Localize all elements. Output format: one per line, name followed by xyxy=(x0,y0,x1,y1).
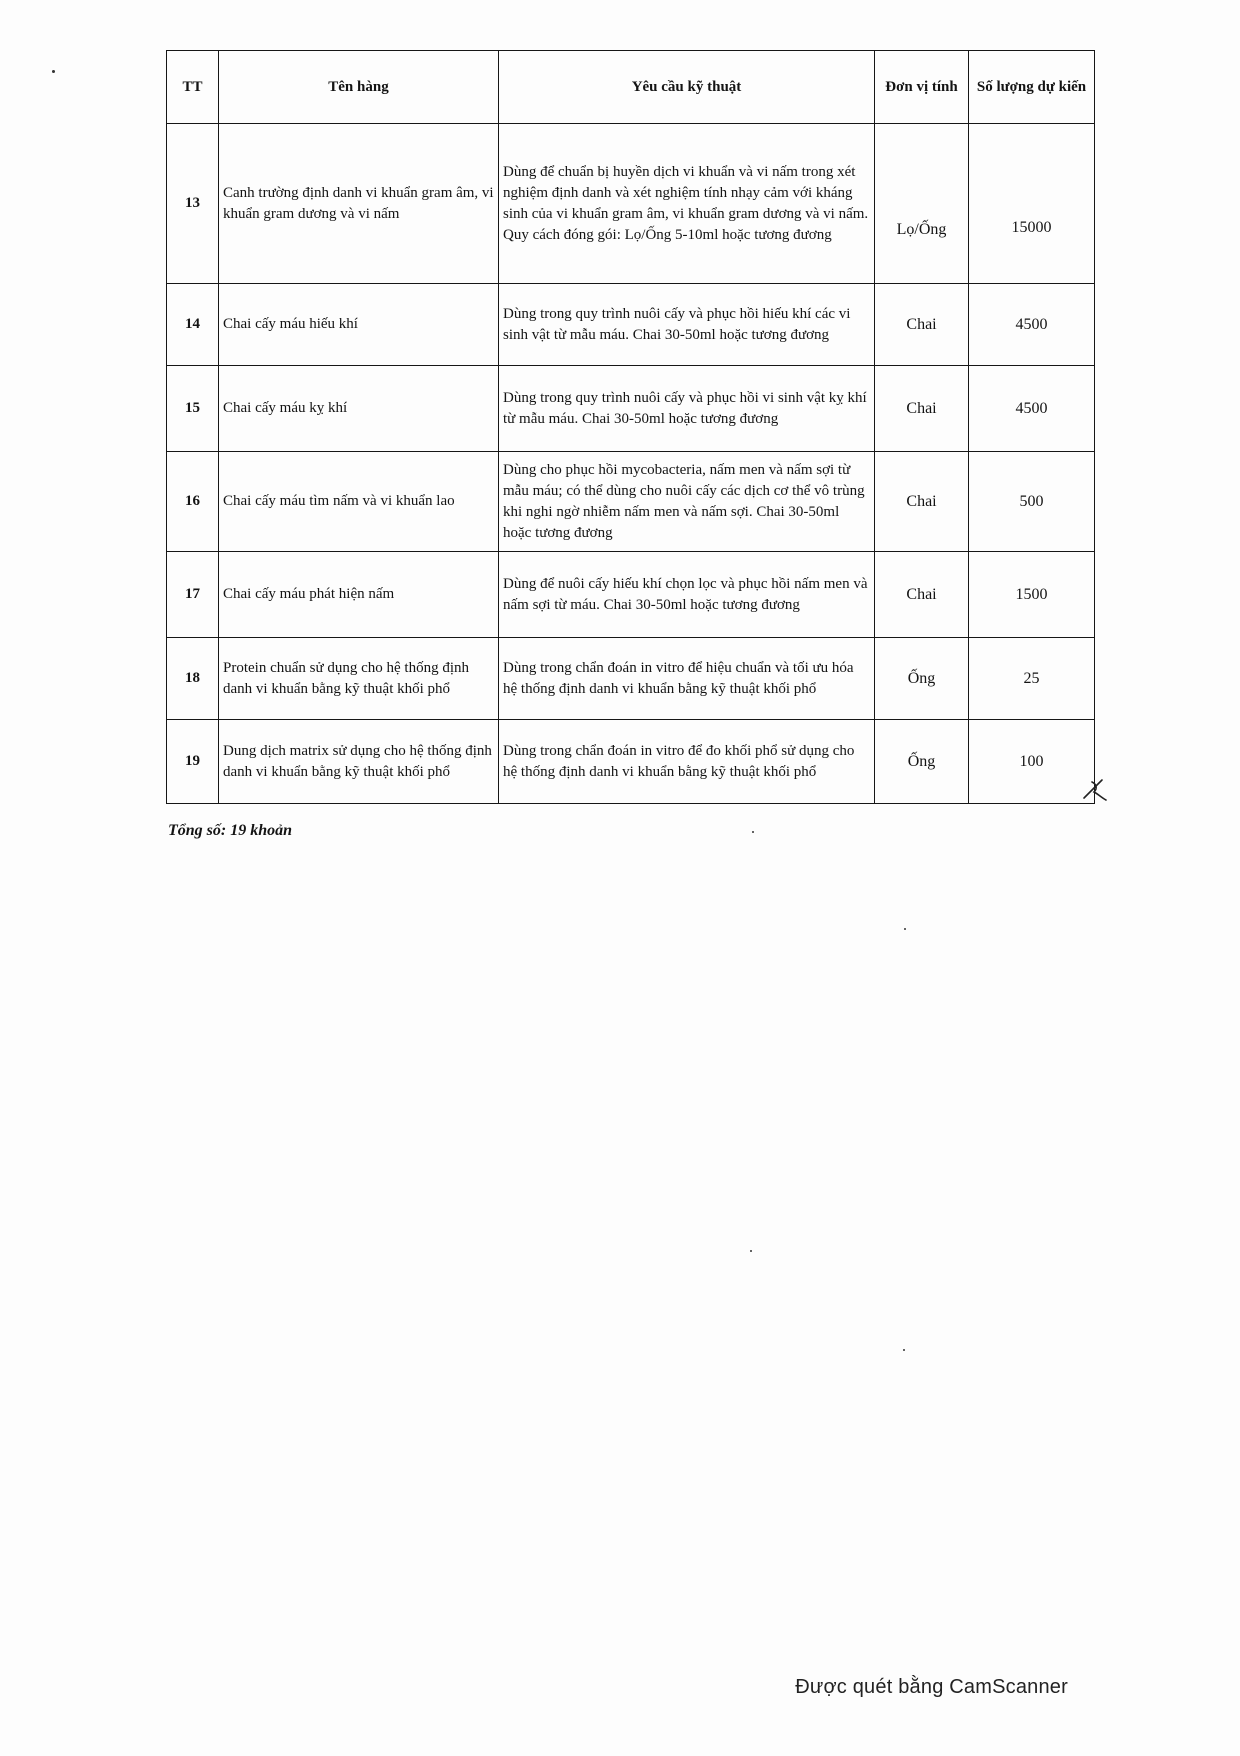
row-requirement: Dùng trong chẩn đoán in vitro để hiệu chuẩn và tối ưu hóa hệ thống định danh vi khuẩn bằng kỹ thuật khối phổ xyxy=(499,638,875,720)
header-name: Tên hàng xyxy=(219,51,499,124)
header-requirement: Yêu cầu kỹ thuật xyxy=(499,51,875,124)
row-quantity: 4500 xyxy=(969,366,1095,452)
row-name: Chai cấy máu tìm nấm và vi khuẩn lao xyxy=(219,452,499,552)
table-row xyxy=(167,638,1095,720)
handwritten-initial-mark xyxy=(1080,776,1110,806)
row-name: Chai cấy máu kỵ khí xyxy=(219,366,499,452)
row-quantity: 25 xyxy=(969,638,1095,720)
table-row xyxy=(167,552,1095,638)
row-tt: 16 xyxy=(167,452,219,552)
row-name: Chai cấy máu phát hiện nấm xyxy=(219,552,499,638)
row-unit: Lọ/Ống xyxy=(875,124,969,284)
row-tt: 19 xyxy=(167,720,219,804)
row-unit: Ống xyxy=(875,638,969,720)
header-quantity: Số lượng dự kiến xyxy=(969,51,1095,124)
row-unit: Chai xyxy=(875,284,969,366)
row-tt: 17 xyxy=(167,552,219,638)
scan-speck xyxy=(750,1250,752,1252)
row-requirement: Dùng trong quy trình nuôi cấy và phục hồi vi sinh vật kỵ khí từ mẫu máu. Chai 30-50ml hoặc tương đương xyxy=(499,366,875,452)
row-unit: Chai xyxy=(875,366,969,452)
table-row xyxy=(167,452,1095,552)
row-requirement: Dùng trong chẩn đoán in vitro để đo khối phổ sử dụng cho hệ thống định danh vi khuẩn bằng kỹ thuật khối phổ xyxy=(499,720,875,804)
row-quantity: 4500 xyxy=(969,284,1095,366)
header-unit: Đơn vị tính xyxy=(875,51,969,124)
row-name: Protein chuẩn sử dụng cho hệ thống định danh vi khuẩn bằng kỹ thuật khối phổ xyxy=(219,638,499,720)
table-row xyxy=(167,366,1095,452)
row-tt: 15 xyxy=(167,366,219,452)
table-row xyxy=(167,720,1095,804)
table-row xyxy=(167,124,1095,284)
scan-speck xyxy=(903,1349,905,1351)
total-count: Tổng số: 19 khoản xyxy=(168,822,293,839)
scan-speck xyxy=(904,928,906,930)
row-unit: Ống xyxy=(875,720,969,804)
row-quantity: 15000 xyxy=(969,124,1095,284)
table-header-row xyxy=(167,51,1095,124)
row-requirement: Dùng cho phục hồi mycobacteria, nấm men và nấm sợi từ mẫu máu; có thể dùng cho nuôi cấy các dịch cơ thể vô trùng khi nghi ngờ nhiễm nấm men và nấm sợi. Chai 30-50ml hoặc tương đương xyxy=(499,452,875,552)
scan-speck xyxy=(52,70,55,73)
row-unit: Chai xyxy=(875,452,969,552)
scan-speck xyxy=(752,831,754,833)
row-name: Dung dịch matrix sử dụng cho hệ thống định danh vi khuẩn bằng kỹ thuật khối phổ xyxy=(219,720,499,804)
row-name: Chai cấy máu hiếu khí xyxy=(219,284,499,366)
specification-table xyxy=(166,50,1095,804)
row-requirement: Dùng để nuôi cấy hiếu khí chọn lọc và phục hồi nấm men và nấm sợi từ máu. Chai 30-50ml hoặc tương đương xyxy=(499,552,875,638)
row-tt: 14 xyxy=(167,284,219,366)
row-unit: Chai xyxy=(875,552,969,638)
row-name: Canh trường định danh vi khuẩn gram âm, vi khuẩn gram dương và vi nấm xyxy=(219,124,499,284)
row-tt: 18 xyxy=(167,638,219,720)
row-quantity: 500 xyxy=(969,452,1095,552)
table-row xyxy=(167,284,1095,366)
header-tt: TT xyxy=(167,51,219,124)
row-requirement: Dùng trong quy trình nuôi cấy và phục hồi hiếu khí các vi sinh vật từ mẫu máu. Chai 30-50ml hoặc tương đương xyxy=(499,284,875,366)
row-tt: 13 xyxy=(167,124,219,284)
row-requirement: Dùng để chuẩn bị huyền dịch vi khuẩn và vi nấm trong xét nghiệm định danh và xét nghiệm tính nhạy cảm với kháng sinh của vi khuẩn gram âm, vi khuẩn gram dương và vi nấm. Quy cách đóng gói: Lọ/Ống 5-10ml hoặc tương đương xyxy=(499,124,875,284)
row-quantity: 100 xyxy=(969,720,1095,804)
camscanner-watermark: Được quét bằng CamScanner xyxy=(795,1676,1068,1698)
row-quantity: 1500 xyxy=(969,552,1095,638)
